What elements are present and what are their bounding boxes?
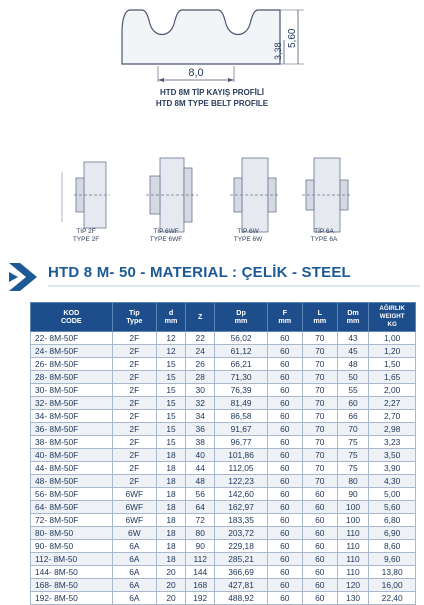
column-header: Dm mm bbox=[337, 303, 368, 332]
table-cell: 22- 8M-50F bbox=[31, 332, 113, 345]
column-header: d mm bbox=[156, 303, 185, 332]
table-cell: 70 bbox=[302, 436, 337, 449]
table-row bbox=[31, 410, 416, 423]
table-cell: 2F bbox=[112, 358, 156, 371]
table-cell: 2F bbox=[112, 423, 156, 436]
table-cell: 5,60 bbox=[369, 501, 416, 514]
spec-table bbox=[30, 302, 416, 605]
page-title: HTD 8 M- 50 - MATERIAL : ÇELİK - STEEL bbox=[48, 264, 351, 281]
table-cell: 60 bbox=[302, 527, 337, 540]
table-cell: 70 bbox=[302, 410, 337, 423]
table-cell: 40 bbox=[186, 449, 215, 462]
table-row bbox=[31, 501, 416, 514]
table-cell: 110 bbox=[337, 553, 368, 566]
column-header: L mm bbox=[302, 303, 337, 332]
table-cell: 44- 8M-50F bbox=[31, 462, 113, 475]
table-cell: 18 bbox=[156, 462, 185, 475]
table-cell: 66,21 bbox=[215, 358, 268, 371]
table-cell: 66 bbox=[337, 410, 368, 423]
table-cell: 70 bbox=[302, 345, 337, 358]
table-cell: 366,69 bbox=[215, 566, 268, 579]
table-cell: 6WF bbox=[112, 514, 156, 527]
table-cell: 70 bbox=[302, 384, 337, 397]
table-cell: 20 bbox=[156, 592, 185, 605]
table-row bbox=[31, 332, 416, 345]
table-cell: 2F bbox=[112, 475, 156, 488]
table-cell: 26- 8M-50F bbox=[31, 358, 113, 371]
table-cell: 60 bbox=[302, 592, 337, 605]
table-cell: 60 bbox=[267, 410, 302, 423]
profile-caption-en: HTD 8M TYPE BELT PROFILE bbox=[155, 99, 269, 108]
table-cell: 8,60 bbox=[369, 540, 416, 553]
table-cell: 2F bbox=[112, 462, 156, 475]
table-cell: 60 bbox=[302, 488, 337, 501]
type-label-2f: TİP 2F TYPE 2F bbox=[72, 228, 100, 243]
table-cell: 110 bbox=[337, 566, 368, 579]
table-cell: 50 bbox=[337, 371, 368, 384]
table-cell: 60 bbox=[267, 514, 302, 527]
table-cell: 18 bbox=[156, 475, 185, 488]
table-cell: 203,72 bbox=[215, 527, 268, 540]
table-cell: 75 bbox=[337, 436, 368, 449]
table-cell: 80- 8M-50 bbox=[31, 527, 113, 540]
table-cell: 34- 8M-50F bbox=[31, 410, 113, 423]
table-cell: 6A bbox=[112, 540, 156, 553]
table-cell: 6A bbox=[112, 579, 156, 592]
table-cell: 2F bbox=[112, 371, 156, 384]
table-cell: 18 bbox=[156, 501, 185, 514]
table-cell: 90 bbox=[337, 488, 368, 501]
table-cell: 18 bbox=[156, 449, 185, 462]
table-cell: 90- 8M-50 bbox=[31, 540, 113, 553]
pulley-type-6a bbox=[302, 158, 352, 232]
belt-profile-outline bbox=[122, 10, 280, 64]
table-cell: 100 bbox=[337, 501, 368, 514]
table-cell: 6,80 bbox=[369, 514, 416, 527]
table-cell: 70 bbox=[302, 475, 337, 488]
table-cell: 60 bbox=[267, 371, 302, 384]
table-cell: 13,80 bbox=[369, 566, 416, 579]
table-cell: 6WF bbox=[112, 488, 156, 501]
table-cell: 70 bbox=[302, 371, 337, 384]
table-cell: 3,50 bbox=[369, 449, 416, 462]
table-cell: 38- 8M-50F bbox=[31, 436, 113, 449]
table-cell: 70 bbox=[302, 449, 337, 462]
table-cell: 162,97 bbox=[215, 501, 268, 514]
table-cell: 30- 8M-50F bbox=[31, 384, 113, 397]
table-cell: 285,21 bbox=[215, 553, 268, 566]
type-label-6a: TİP 6A TYPE 6A bbox=[310, 228, 338, 243]
column-header: KOD CODE bbox=[31, 303, 113, 332]
table-cell: 75 bbox=[337, 462, 368, 475]
table-cell: 18 bbox=[156, 553, 185, 566]
table-row bbox=[31, 436, 416, 449]
table-cell: 20 bbox=[156, 566, 185, 579]
table-cell: 6A bbox=[112, 566, 156, 579]
table-cell: 96,77 bbox=[215, 436, 268, 449]
table-cell: 6A bbox=[112, 553, 156, 566]
table-row bbox=[31, 566, 416, 579]
table-row bbox=[31, 462, 416, 475]
type-label-6wf: TİP 6WF TYPE 6WF bbox=[149, 228, 183, 243]
table-cell: 15 bbox=[156, 397, 185, 410]
table-row bbox=[31, 514, 416, 527]
table-cell: 70 bbox=[302, 358, 337, 371]
table-cell: 100 bbox=[337, 514, 368, 527]
table-cell: 12 bbox=[156, 332, 185, 345]
table-cell: 4,30 bbox=[369, 475, 416, 488]
table-cell: 2F bbox=[112, 345, 156, 358]
dim-pitch-label: 8,0 bbox=[188, 67, 204, 79]
table-cell: 130 bbox=[337, 592, 368, 605]
table-cell: 72- 8M-50F bbox=[31, 514, 113, 527]
table-cell: 60 bbox=[302, 566, 337, 579]
table-cell: 22,40 bbox=[369, 592, 416, 605]
table-cell: 56 bbox=[186, 488, 215, 501]
dim-tooth-label: 3,38 bbox=[273, 42, 283, 60]
table-cell: 36- 8M-50F bbox=[31, 423, 113, 436]
table-cell: 6WF bbox=[112, 501, 156, 514]
table-cell: 2F bbox=[112, 449, 156, 462]
table-cell: 15 bbox=[156, 436, 185, 449]
brand-logo-icon bbox=[6, 262, 40, 292]
table-cell: 44 bbox=[186, 462, 215, 475]
table-cell: 60 bbox=[267, 345, 302, 358]
table-cell: 2,00 bbox=[369, 384, 416, 397]
table-cell: 60 bbox=[267, 449, 302, 462]
table-cell: 32 bbox=[186, 397, 215, 410]
table-cell: 60 bbox=[267, 501, 302, 514]
table-cell: 18 bbox=[156, 527, 185, 540]
table-cell: 60 bbox=[337, 397, 368, 410]
table-cell: 30 bbox=[186, 384, 215, 397]
table-cell: 60 bbox=[302, 553, 337, 566]
table-cell: 26 bbox=[186, 358, 215, 371]
table-cell: 2,98 bbox=[369, 423, 416, 436]
table-cell: 18 bbox=[156, 488, 185, 501]
table-cell: 22 bbox=[186, 332, 215, 345]
table-cell: 2F bbox=[112, 332, 156, 345]
table-cell: 168 bbox=[186, 579, 215, 592]
table-cell: 64- 8M-50F bbox=[31, 501, 113, 514]
table-cell: 70 bbox=[302, 462, 337, 475]
table-cell: 488,92 bbox=[215, 592, 268, 605]
table-cell: 60 bbox=[267, 436, 302, 449]
table-cell: 48 bbox=[337, 358, 368, 371]
table-cell: 55 bbox=[337, 384, 368, 397]
table-row bbox=[31, 553, 416, 566]
table-cell: 32- 8M-50F bbox=[31, 397, 113, 410]
table-cell: 144 bbox=[186, 566, 215, 579]
table-cell: 75 bbox=[337, 449, 368, 462]
table-header-row bbox=[31, 303, 416, 332]
table-row bbox=[31, 488, 416, 501]
table-cell: 112- 8M-50 bbox=[31, 553, 113, 566]
table-cell: 15 bbox=[156, 410, 185, 423]
type-label-6w: TİP 6W TYPE 6W bbox=[233, 228, 263, 243]
column-header: F mm bbox=[267, 303, 302, 332]
table-cell: 20 bbox=[156, 579, 185, 592]
profile-caption-tr: HTD 8M TİP KAYIŞ PROFİLİ bbox=[159, 88, 264, 97]
table-cell: 72 bbox=[186, 514, 215, 527]
table-cell: 60 bbox=[267, 397, 302, 410]
table-cell: 15 bbox=[156, 358, 185, 371]
table-cell: 1,50 bbox=[369, 358, 416, 371]
table-cell: 38 bbox=[186, 436, 215, 449]
pulley-type-6w bbox=[230, 158, 280, 232]
table-cell: 1,65 bbox=[369, 371, 416, 384]
table-cell: 18 bbox=[156, 514, 185, 527]
table-cell: 24- 8M-50F bbox=[31, 345, 113, 358]
table-cell: 45 bbox=[337, 345, 368, 358]
table-cell: 56,02 bbox=[215, 332, 268, 345]
table-cell: 2F bbox=[112, 436, 156, 449]
table-row bbox=[31, 579, 416, 592]
table-cell: 60 bbox=[267, 527, 302, 540]
table-cell: 60 bbox=[267, 462, 302, 475]
table-cell: 71,30 bbox=[215, 371, 268, 384]
table-cell: 48- 8M-50F bbox=[31, 475, 113, 488]
table-cell: 168- 8M-50 bbox=[31, 579, 113, 592]
table-row bbox=[31, 475, 416, 488]
table-cell: 3,23 bbox=[369, 436, 416, 449]
belt-profile-drawing bbox=[118, 2, 308, 84]
table-cell: 120 bbox=[337, 579, 368, 592]
table-cell: 12 bbox=[156, 345, 185, 358]
table-cell: 60 bbox=[267, 384, 302, 397]
column-header: AĞIRLIK WEIGHT KG bbox=[369, 303, 416, 332]
table-cell: 70 bbox=[302, 397, 337, 410]
table-cell: 80 bbox=[186, 527, 215, 540]
table-cell: 60 bbox=[267, 540, 302, 553]
table-row bbox=[31, 449, 416, 462]
table-cell: 60 bbox=[267, 566, 302, 579]
table-cell: 61,12 bbox=[215, 345, 268, 358]
table-cell: 192 bbox=[186, 592, 215, 605]
table-row bbox=[31, 371, 416, 384]
table-cell: 110 bbox=[337, 540, 368, 553]
table-cell: 2F bbox=[112, 397, 156, 410]
column-header: Z bbox=[186, 303, 215, 332]
table-cell: 70 bbox=[302, 423, 337, 436]
table-cell: 16,00 bbox=[369, 579, 416, 592]
table-cell: 36 bbox=[186, 423, 215, 436]
table-row bbox=[31, 423, 416, 436]
table-row bbox=[31, 345, 416, 358]
table-cell: 60 bbox=[302, 514, 337, 527]
table-row bbox=[31, 397, 416, 410]
table-cell: 28- 8M-50F bbox=[31, 371, 113, 384]
table-cell: 64 bbox=[186, 501, 215, 514]
table-cell: 2F bbox=[112, 410, 156, 423]
table-cell: 112 bbox=[186, 553, 215, 566]
table-cell: 60 bbox=[267, 423, 302, 436]
table-cell: 122,23 bbox=[215, 475, 268, 488]
table-cell: 60 bbox=[267, 579, 302, 592]
table-cell: 60 bbox=[302, 501, 337, 514]
column-header: Dp mm bbox=[215, 303, 268, 332]
table-cell: 40- 8M-50F bbox=[31, 449, 113, 462]
table-cell: 86,58 bbox=[215, 410, 268, 423]
table-cell: 56- 8M-50F bbox=[31, 488, 113, 501]
table-row bbox=[31, 527, 416, 540]
table-cell: 76,39 bbox=[215, 384, 268, 397]
column-header: Tip Type bbox=[112, 303, 156, 332]
pulley-type-2f bbox=[62, 162, 110, 228]
table-row bbox=[31, 592, 416, 605]
table-cell: 18 bbox=[156, 540, 185, 553]
table-cell: 60 bbox=[267, 332, 302, 345]
table-cell: 81,49 bbox=[215, 397, 268, 410]
table-cell: 3,90 bbox=[369, 462, 416, 475]
table-cell: 60 bbox=[302, 579, 337, 592]
table-cell: 6W bbox=[112, 527, 156, 540]
table-cell: 60 bbox=[302, 540, 337, 553]
table-cell: 91,67 bbox=[215, 423, 268, 436]
table-cell: 427,81 bbox=[215, 579, 268, 592]
table-cell: 229,18 bbox=[215, 540, 268, 553]
table-cell: 60 bbox=[267, 553, 302, 566]
table-cell: 48 bbox=[186, 475, 215, 488]
table-cell: 60 bbox=[267, 475, 302, 488]
table-cell: 2,70 bbox=[369, 410, 416, 423]
table-cell: 70 bbox=[337, 423, 368, 436]
table-cell: 192- 8M-50 bbox=[31, 592, 113, 605]
table-cell: 110 bbox=[337, 527, 368, 540]
table-cell: 144- 8M-50 bbox=[31, 566, 113, 579]
table-cell: 24 bbox=[186, 345, 215, 358]
table-cell: 70 bbox=[302, 332, 337, 345]
table-cell: 6A bbox=[112, 592, 156, 605]
table-cell: 2F bbox=[112, 384, 156, 397]
table-cell: 1,20 bbox=[369, 345, 416, 358]
table-cell: 90 bbox=[186, 540, 215, 553]
pulley-type-6wf bbox=[146, 158, 198, 232]
table-row bbox=[31, 358, 416, 371]
table-cell: 142,60 bbox=[215, 488, 268, 501]
table-cell: 60 bbox=[267, 358, 302, 371]
dim-total-label: 5,60 bbox=[287, 28, 298, 48]
table-cell: 112,05 bbox=[215, 462, 268, 475]
table-cell: 101,86 bbox=[215, 449, 268, 462]
table-cell: 15 bbox=[156, 423, 185, 436]
table-cell: 60 bbox=[267, 488, 302, 501]
table-cell: 6,90 bbox=[369, 527, 416, 540]
table-row bbox=[31, 540, 416, 553]
table-cell: 60 bbox=[267, 592, 302, 605]
table-cell: 183,35 bbox=[215, 514, 268, 527]
table-cell: 34 bbox=[186, 410, 215, 423]
table-cell: 9,60 bbox=[369, 553, 416, 566]
table-cell: 43 bbox=[337, 332, 368, 345]
table-cell: 80 bbox=[337, 475, 368, 488]
table-cell: 15 bbox=[156, 371, 185, 384]
table-cell: 5,00 bbox=[369, 488, 416, 501]
table-row bbox=[31, 384, 416, 397]
table-cell: 2,27 bbox=[369, 397, 416, 410]
table-cell: 15 bbox=[156, 384, 185, 397]
table-cell: 1,00 bbox=[369, 332, 416, 345]
table-cell: 28 bbox=[186, 371, 215, 384]
